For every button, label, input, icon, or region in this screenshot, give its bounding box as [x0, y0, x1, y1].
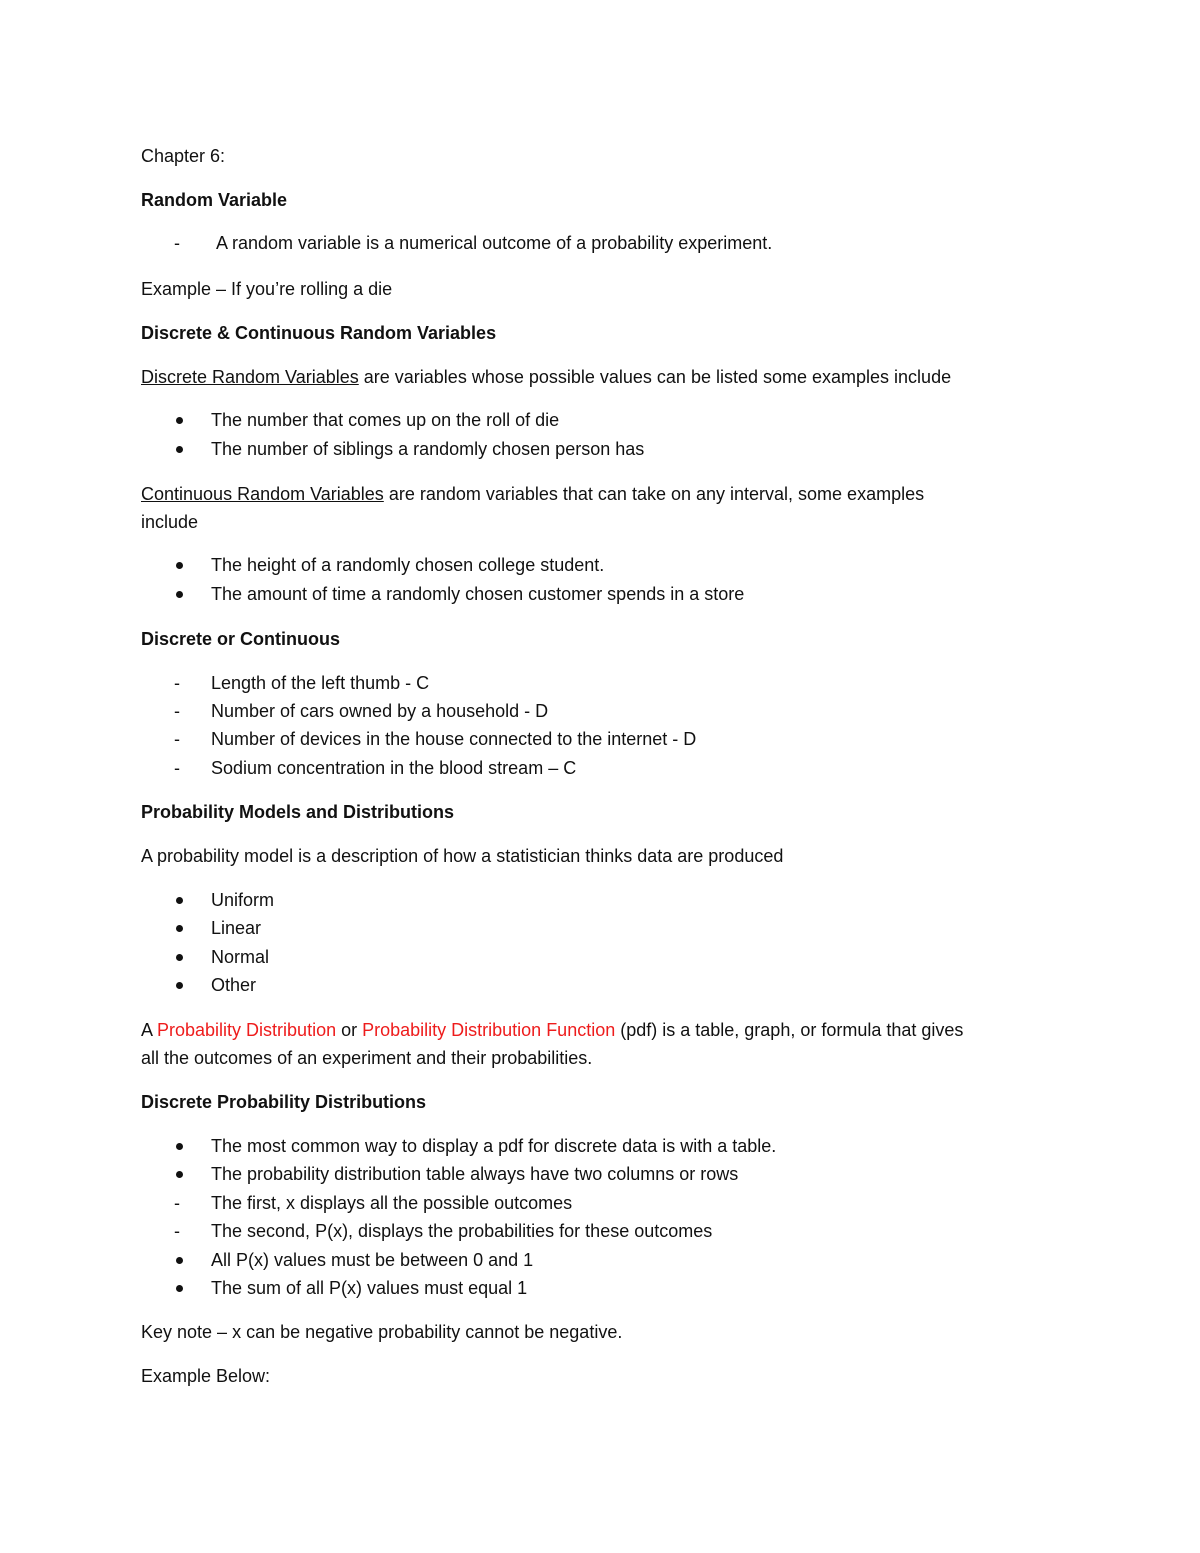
list-item-text: The number of siblings a randomly chosen person has: [211, 439, 645, 459]
list-item-text: Number of cars owned by a household - D: [211, 701, 549, 721]
list-item: [0, 1249, 1200, 1271]
pdf-definition-connector: or: [336, 1020, 363, 1040]
bullet-icon: [176, 982, 183, 989]
bullet-icon: [176, 562, 183, 569]
list-item-text: The number that comes up on the roll of die: [211, 410, 560, 430]
list-item: [0, 672, 1200, 694]
bullet-icon: [176, 417, 183, 424]
pdf-definition: [141, 1019, 963, 1041]
pdf-term-probability-distribution: Probability Distribution: [157, 1020, 337, 1040]
bullet-icon: [176, 1171, 183, 1178]
list-item-text: The probability distribution table always have two columns or rows: [211, 1164, 739, 1184]
list-item-text: The height of a randomly chosen college student.: [211, 555, 605, 575]
probability-model-intro: A probability model is a description of how a statistician thinks data are produced: [141, 846, 784, 866]
list-item-text: The second, P(x), displays the probabilities for these outcomes: [211, 1221, 713, 1241]
pdf-term-probability-distribution-function: Probability Distribution Function: [362, 1020, 616, 1040]
list-item: [0, 1135, 1200, 1157]
heading-probability-models: Probability Models and Distributions: [141, 802, 455, 822]
heading-discrete-or-continuous: Discrete or Continuous: [141, 629, 341, 649]
list-item: [0, 728, 1200, 750]
list-item-text: Linear: [211, 918, 262, 938]
list-item-text: The amount of time a randomly chosen customer spends in a store: [211, 584, 745, 604]
list-item-text: All P(x) values must be between 0 and 1: [211, 1250, 534, 1270]
discrete-definition: [141, 366, 951, 388]
bullet-icon: [176, 925, 183, 932]
pdf-definition-line2: all the outcomes of an experiment and their probabilities.: [141, 1048, 593, 1068]
dash-marker: -: [174, 729, 180, 749]
continuous-definition-text: are random variables that can take on any interval, some examples: [383, 484, 925, 504]
continuous-definition-line2: include: [141, 512, 199, 532]
list-item-text: Length of the left thumb - C: [211, 673, 430, 693]
list-item-text: The first, x displays all the possible outcomes: [211, 1193, 573, 1213]
list-item-text: Normal: [211, 947, 270, 967]
list-item: [0, 554, 1200, 576]
list-item: [0, 1163, 1200, 1185]
example-rolling-die: Example – If you’re rolling a die: [141, 279, 393, 299]
discrete-definition-text: are variables whose possible values can be listed some examples include: [358, 367, 952, 387]
bullet-icon: [176, 1143, 183, 1150]
list-item-text: The most common way to display a pdf for discrete data is with a table.: [211, 1136, 777, 1156]
list-item-text: A random variable is a numerical outcome of a probability experiment.: [216, 233, 773, 253]
list-item: [0, 409, 1200, 431]
pdf-definition-prefix: A: [141, 1020, 158, 1040]
list-item: [0, 438, 1200, 460]
dash-marker: -: [174, 1193, 180, 1213]
bullet-icon: [176, 897, 183, 904]
bullet-icon: [176, 1285, 183, 1292]
dash-marker: -: [174, 758, 180, 778]
list-item: [0, 757, 1200, 779]
bullet-icon: [176, 591, 183, 598]
bullet-icon: [176, 1257, 183, 1264]
dash-marker: -: [174, 673, 180, 693]
dash-marker: -: [174, 233, 180, 253]
heading-random-variable: Random Variable: [141, 190, 288, 210]
key-note: Key note – x can be negative probability cannot be negative.: [141, 1322, 623, 1342]
list-item-text: Other: [211, 975, 257, 995]
chapter-title: Chapter 6:: [141, 146, 226, 166]
discrete-term: Discrete Random Variables: [141, 367, 359, 387]
list-item: [0, 946, 1200, 968]
bullet-icon: [176, 446, 183, 453]
list-item: [0, 583, 1200, 605]
list-item: [0, 917, 1200, 939]
list-item-text: Number of devices in the house connected to the internet - D: [211, 729, 697, 749]
list-item-text: Sodium concentration in the blood stream – C: [211, 758, 577, 778]
list-item: [0, 974, 1200, 996]
continuous-definition: [141, 483, 924, 505]
bullet-icon: [176, 954, 183, 961]
continuous-term: Continuous Random Variables: [141, 484, 384, 504]
dash-marker: -: [174, 1221, 180, 1241]
list-item-text: The sum of all P(x) values must equal 1: [211, 1278, 528, 1298]
list-item: [0, 700, 1200, 722]
list-item: [0, 1277, 1200, 1299]
heading-discrete-probability-distributions: Discrete Probability Distributions: [141, 1092, 427, 1112]
list-item: [0, 232, 1200, 254]
list-item: [0, 1192, 1200, 1214]
dash-marker: -: [174, 701, 180, 721]
pdf-definition-text: (pdf) is a table, graph, or formula that gives: [615, 1020, 964, 1040]
example-below: Example Below:: [141, 1366, 271, 1386]
list-item: [0, 1220, 1200, 1242]
list-item-text: Uniform: [211, 890, 275, 910]
heading-discrete-continuous: Discrete & Continuous Random Variables: [141, 323, 497, 343]
list-item: [0, 889, 1200, 911]
